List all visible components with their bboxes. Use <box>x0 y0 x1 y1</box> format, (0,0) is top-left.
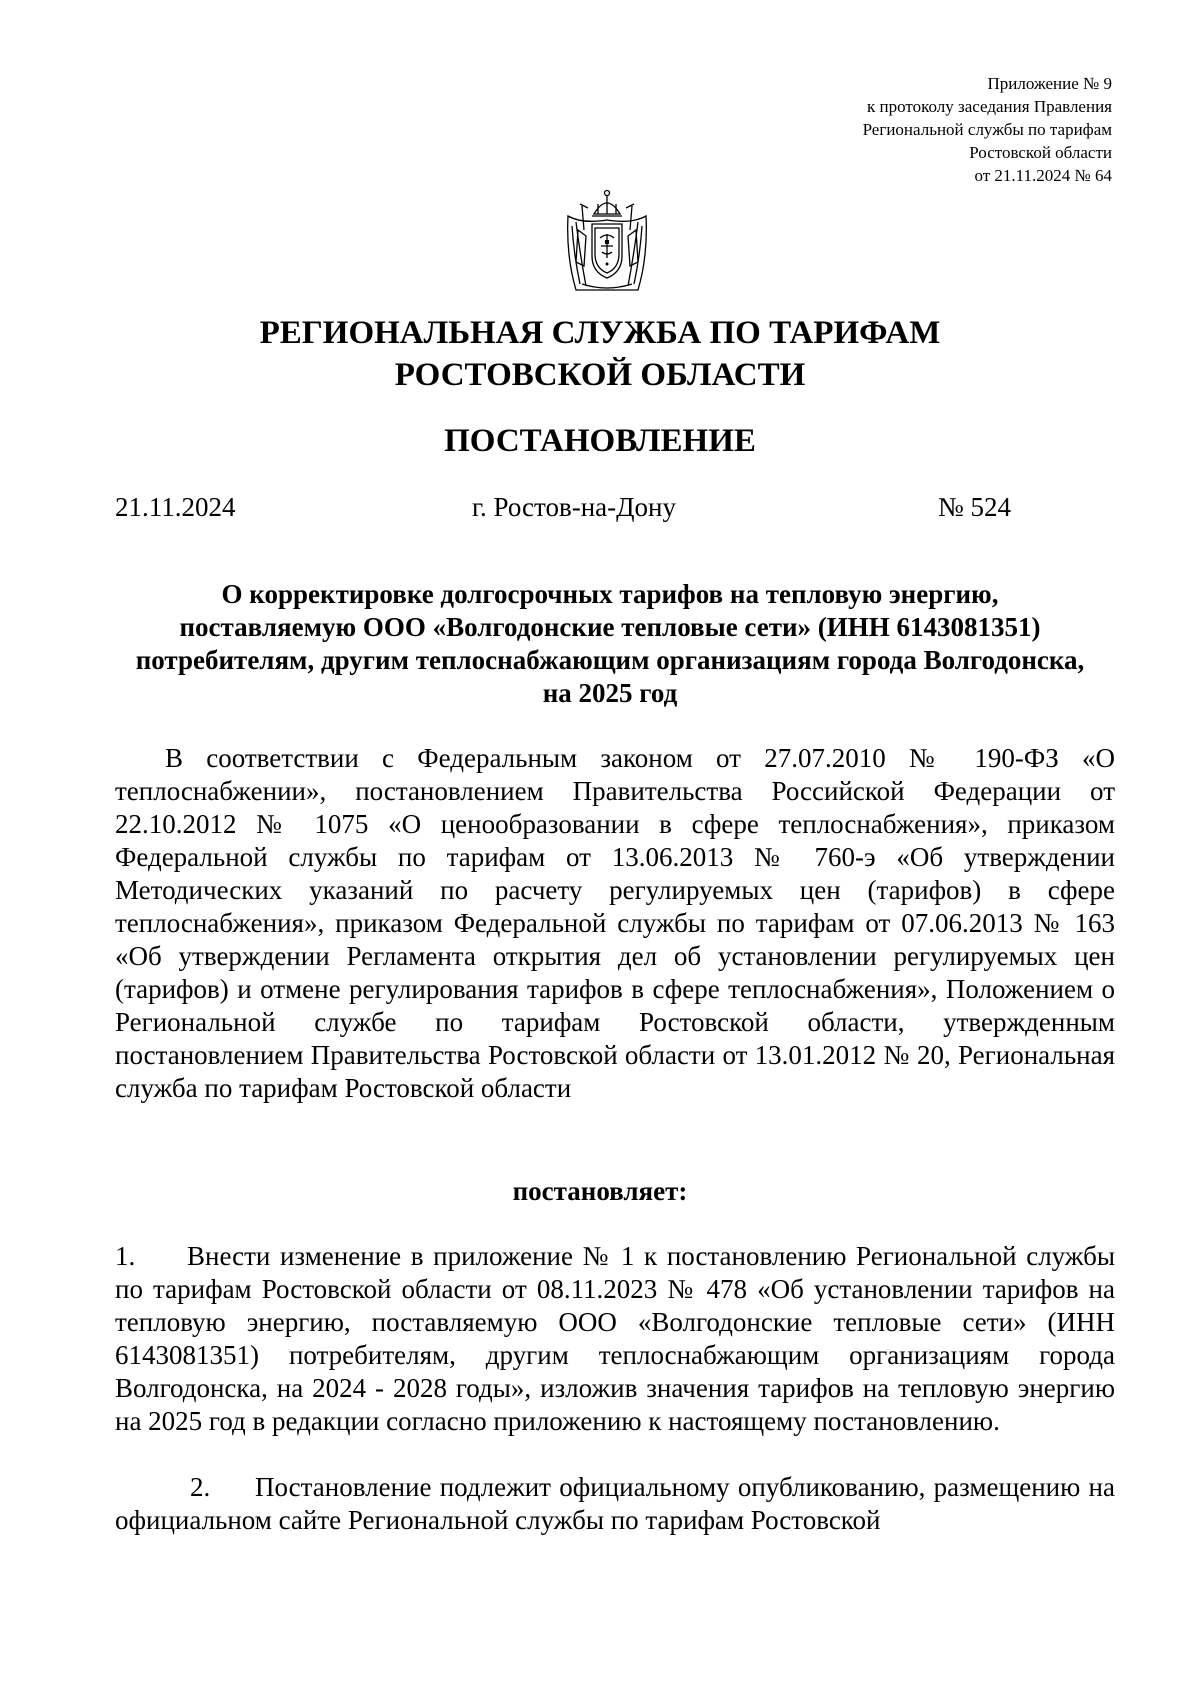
decision-item-number: 2. <box>190 1472 211 1502</box>
subject-line-4: на 2025 год <box>542 678 678 708</box>
document-date: 21.11.2024 <box>115 492 236 522</box>
document-subject <box>100 578 1120 710</box>
organization-name-line-2: РОСТОВСКОЙ ОБЛАСТИ <box>394 357 806 393</box>
organization-name-line-1: РЕГИОНАЛЬНАЯ СЛУЖБА ПО ТАРИФАМ <box>259 315 941 351</box>
subject-line-1: О корректировке долгосрочных тарифов на тепловую энергию, <box>221 579 999 609</box>
document-type-title: ПОСТАНОВЛЕНИЕ <box>444 423 756 459</box>
preamble-paragraph: В соответствии с Федеральным законом от 27.07.2010 № 190-ФЗ «О теплоснабжении», постановлением Правительства Российской Федерации от 22.10.2012 № 1075 «О ценообразовании в сфере теплоснабжения», приказом Федеральной службы по тарифам от 13.06.2013 № 760-э «Об утверждении Методических указаний по расчету регулируемых цен (тарифов) в сфере теплоснабжения», приказом Федеральной службы по тарифам от 07.06.2013 № 163 «Об утверждении Регламента открытия дел об установлении регулируемых цен (тарифов) и отмене регулирования тарифов в сфере теплоснабжения», Положением о Региональной службе по тарифам Ростовской области, утвержденным постановлением Правительства Ростовской области от 13.01.2012 № 20, Региональная служба по тарифам Ростовской области <box>115 743 1115 1103</box>
annex-line-5: от 21.11.2024 № 64 <box>974 166 1112 185</box>
annex-header <box>863 72 1112 187</box>
decision-item-text: Постановление подлежит официальному опубликованию, размещению на официальном сайте Региональной службы по тарифам Ростовской <box>115 1472 1115 1535</box>
organization-name <box>0 312 1200 396</box>
decree-word: постановляет: <box>512 1176 688 1206</box>
decision-item-number: 1. <box>115 1241 136 1271</box>
decision-item-2 <box>115 1471 1115 1537</box>
subject-line-2: поставляемую ООО «Волгодонские тепловые сети» (ИНН 6143081351) <box>179 612 1041 642</box>
annex-line-1: Приложение № 9 <box>987 74 1112 93</box>
annex-line-2: к протоколу заседания Правления <box>867 97 1112 116</box>
decision-item-text: Внести изменение в приложение № 1 к постановлению Региональной службы по тарифам Ростовской области от 08.11.2023 № 478 «Об установлении тарифов на тепловую энергию, поставляемую ООО «Волгодонские тепловые сети» (ИНН 6143081351) потребителям, другим теплоснабжающим организациям города Волгодонска, на 2024 - 2028 годы», изложив значения тарифов на тепловую энергию на 2025 год в редакции согласно приложению к настоящему постановлению. <box>115 1241 1115 1436</box>
subject-line-3: потребителям, другим теплоснабжающим организациям города Волгодонска, <box>135 645 1085 675</box>
coat-of-arms-icon <box>562 186 652 296</box>
decision-item-1 <box>115 1240 1115 1438</box>
annex-line-4: Ростовской области <box>969 143 1112 162</box>
document-number: № 524 <box>938 492 1012 522</box>
annex-line-3: Региональной службы по тарифам <box>862 120 1112 139</box>
document-city: г. Ростов-на-Дону <box>472 492 677 522</box>
